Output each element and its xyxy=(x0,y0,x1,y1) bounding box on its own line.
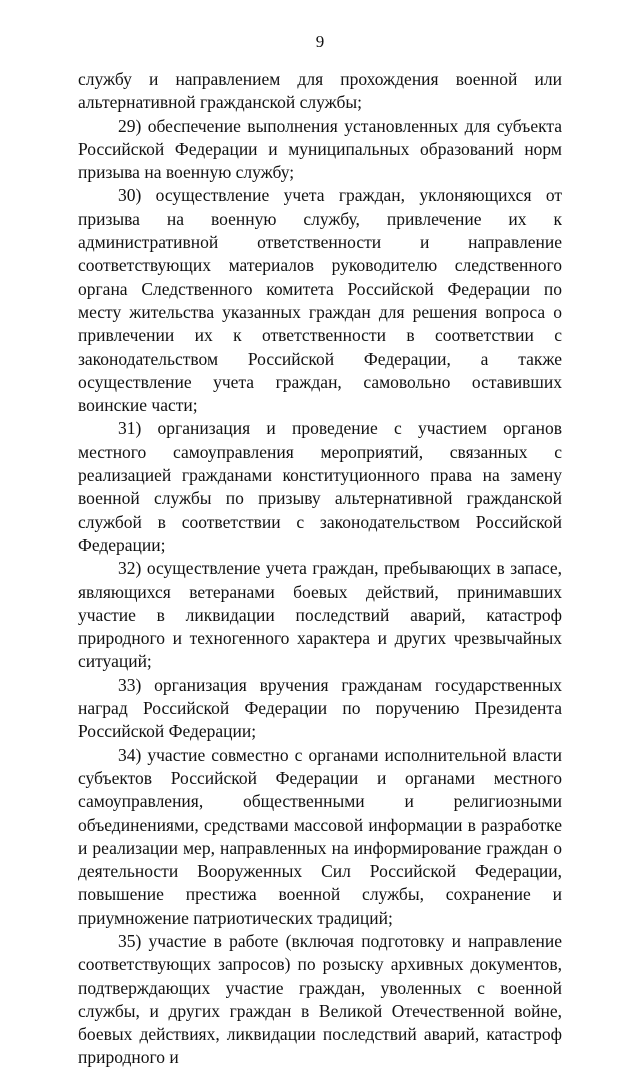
paragraph-item-34: 34) участие совместно с органами исполнительной власти субъектов Российской Федерации и органами местного самоуправления, общественными и религиозными объединениями, средствами массовой информации в разработке и реализации мер, направленных на информирование граждан о деятельности Вооруженных Сил Российской Федерации, повышение престижа военной службы, сохранение и приумножение патриотических традиций; xyxy=(78,744,562,928)
paragraph-item-32: 32) осуществление учета граждан, пребывающих в запасе, являющихся ветеранами боевых действий, принимавших участие в ликвидации последствий аварий, катастроф природного и техногенного характера и других чрезвычайных ситуаций; xyxy=(78,558,562,672)
paragraph-item-33: 33) организация вручения гражданам государственных наград Российской Федерации по поручению Президента Российской Федерации; xyxy=(78,674,562,742)
page-number: 9 xyxy=(315,32,325,51)
document-body xyxy=(78,68,562,1070)
paragraph-item-31: 31) организация и проведение с участием органов местного самоуправления мероприятий, связанных с реализацией гражданами конституционного права на замену военной службы по призыву альтернативной гражданской службой в соответствии с законодательством Российской Федерации; xyxy=(78,418,562,555)
paragraph-item-29: 29) обеспечение выполнения установленных для субъекта Российской Федерации и муниципальных образований норм призыва на военную службу; xyxy=(78,115,562,183)
paragraph-continuation: службу и направлением для прохождения военной или альтернативной гражданской службы; xyxy=(78,69,562,113)
paragraph-item-30: 30) осуществление учета граждан, уклоняющихся от призыва на военную службу, привлечение их к административной ответственности и направление соответствующих материалов руководителю следственного органа Следственного комитета Российской Федерации по месту жительства указанных граждан для решения вопроса о привлечении их к ответственности в соответствии с законодательством Российской Федерации, а также осуществление учета граждан, самовольно оставивших воинские части; xyxy=(78,185,562,416)
paragraph-item-35: 35) участие в работе (включая подготовку и направление соответствующих запросов) по розыску архивных документов, подтверждающих участие граждан, уволенных с военной службы, и других граждан в Великой Отечественной войне, боевых действиях, ликвидации последствий аварий, катастроф природного и xyxy=(78,930,562,1068)
